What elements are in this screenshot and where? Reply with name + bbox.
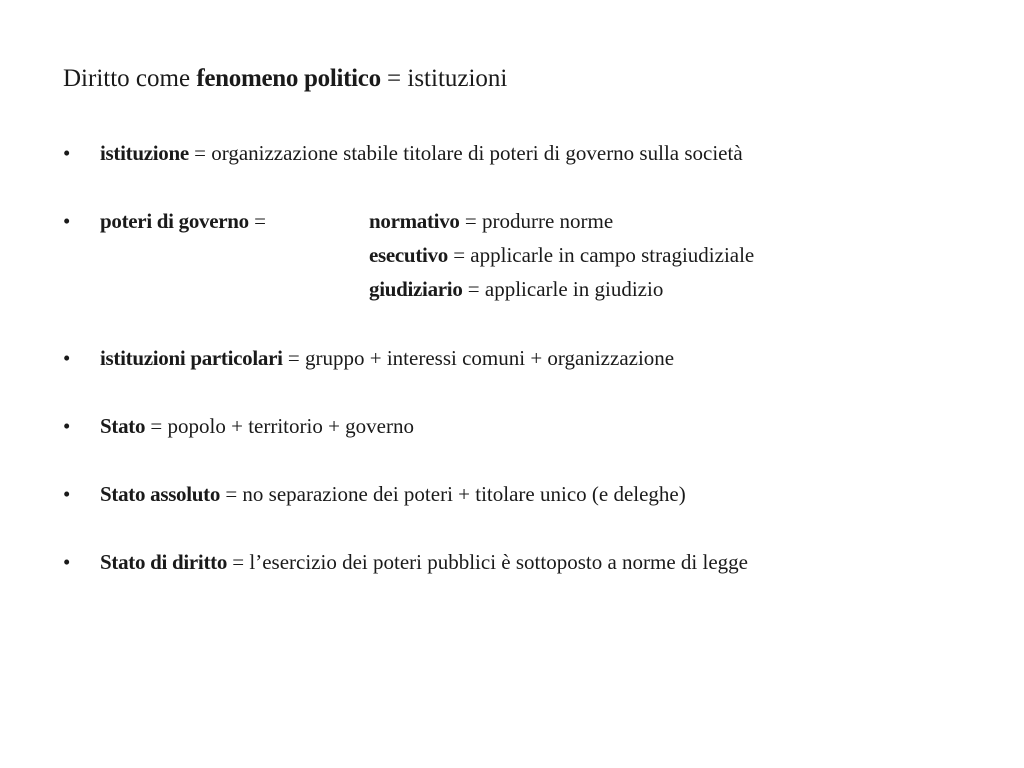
power-term: giudiziario (369, 277, 463, 301)
bullet-term: Stato assoluto (100, 482, 221, 506)
bullet-icon: • (63, 141, 71, 165)
bullet-icon: • (63, 346, 71, 370)
bullet-term: istituzioni particolari (100, 346, 283, 370)
title-prefix: Diritto come (63, 65, 197, 92)
power-definition: = applicarle in campo stragiudiziale (447, 243, 755, 267)
bullet-term: istituzione (100, 141, 189, 165)
title-bold-term: fenomeno politico (196, 65, 381, 92)
bullet-text (100, 545, 748, 579)
bullet-term: poteri di governo (100, 209, 249, 233)
bullet-definition: = organizzazione stabile titolare di poteri di governo sulla società (188, 141, 743, 165)
bullet-text (100, 409, 414, 443)
title-suffix: = istituzioni (380, 65, 508, 92)
bullet-definition: = no separazione dei poteri + titolare unico (e deleghe) (220, 482, 686, 506)
bullet-icon: • (63, 482, 71, 506)
power-normativo (369, 204, 754, 238)
bullet-definition: = gruppo + interessi comuni + organizzazione (282, 346, 675, 370)
power-esecutivo (369, 238, 754, 272)
power-term: esecutivo (369, 243, 448, 267)
power-definition: = applicarle in giudizio (462, 277, 664, 301)
powers-list (369, 204, 754, 306)
bullet-definition: = (248, 209, 266, 233)
power-term: normativo (369, 209, 460, 233)
bullet-icon: • (63, 209, 71, 233)
bullet-text (100, 341, 674, 375)
bullet-term: Stato di diritto (100, 550, 228, 574)
bullet-icon: • (63, 414, 71, 438)
power-giudiziario (369, 272, 754, 306)
bullet-text (100, 136, 743, 170)
bullet-icon: • (63, 550, 71, 574)
bullet-definition: = l’esercizio dei poteri pubblici è sottoposto a norme di legge (227, 550, 748, 574)
bullet-text (100, 477, 686, 511)
bullet-definition: = popolo + territorio + governo (145, 414, 414, 438)
slide-title (63, 62, 507, 96)
power-definition: = produrre norme (459, 209, 614, 233)
bullet-text (100, 204, 266, 238)
bullet-term: Stato (100, 414, 146, 438)
